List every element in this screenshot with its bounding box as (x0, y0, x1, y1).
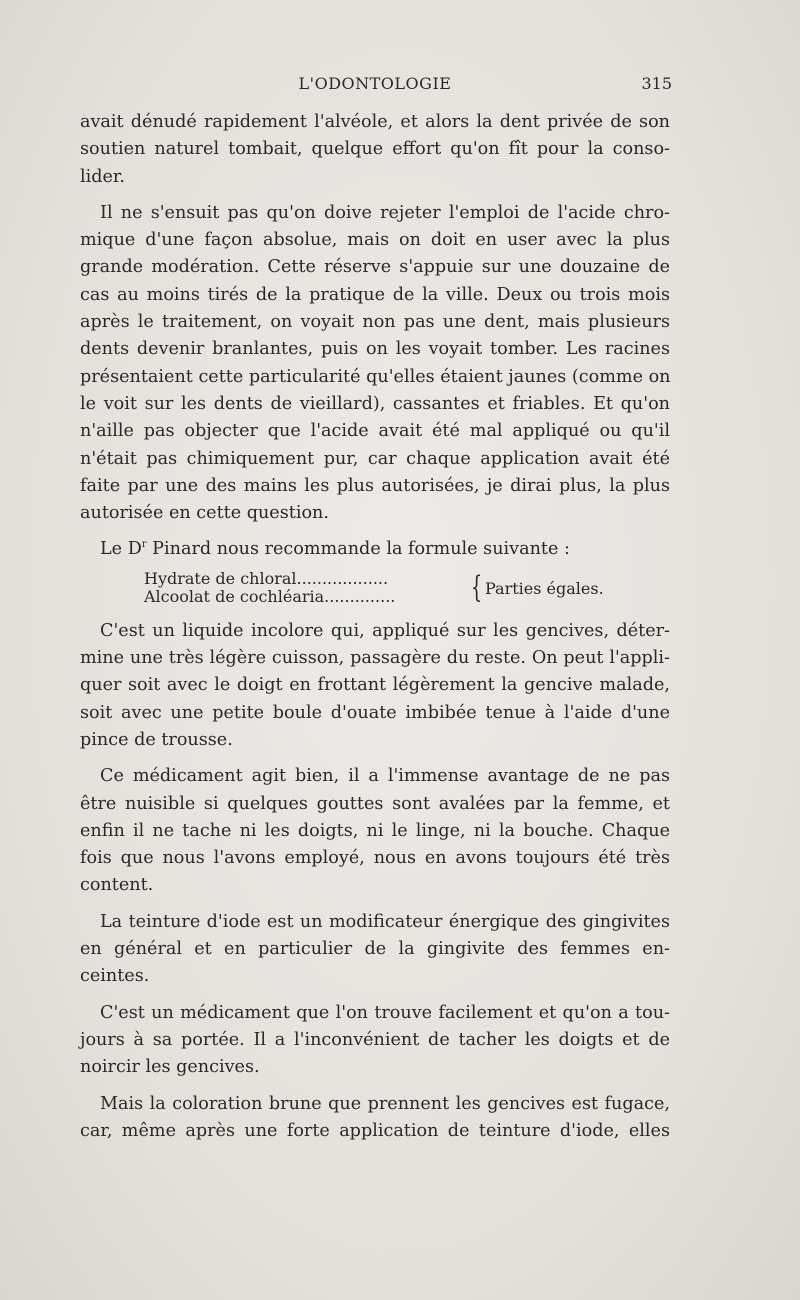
paragraph (80, 200, 670, 528)
paragraph (80, 1000, 670, 1082)
paragraph (80, 618, 670, 754)
text-line: C'est un liquide incolore qui, appliqué sur les gencives, déter- (100, 620, 670, 641)
text-line: cas au moins tirés de la pratique de la ville. Deux ou trois mois (80, 284, 670, 305)
text-line: Mais la coloration brune que prennent les gencives est fugace, (100, 1093, 670, 1114)
text-line: mique d'une façon absolue, mais on doit en user avec la plus (80, 230, 670, 251)
text-line: autorisée en cette question. (80, 503, 329, 524)
formula-ingredient: Alcoolat de cochléaria.............. (144, 586, 396, 606)
text-line: le voit sur les dents de vieillard), cassantes et friables. Et qu'on (80, 393, 670, 414)
paragraph (80, 109, 670, 191)
text-line: grande modération. Cette réserve s'appuie sur une douzaine de (80, 257, 670, 278)
text-line: soit avec une petite boule d'ouate imbibée tenue à l'aide d'une (80, 702, 670, 723)
text-line: quer soit avec le doigt en frottant légèrement la gencive malade, (80, 675, 670, 696)
text-line: mine une très légère cuisson, passagère du reste. On peut l'appli- (80, 648, 670, 669)
text-line: avait dénudé rapidement l'alvéole, et alors la dent privée de son (80, 112, 670, 132)
text-line: en général et en particulier de la gingivite des femmes en- (80, 939, 670, 960)
text-line: n'était pas chimiquement pur, car chaque application avait été (80, 448, 670, 469)
text-line: Il ne s'ensuit pas qu'on doive rejeter l'emploi de l'acide chro- (100, 202, 670, 223)
text-line: n'aille pas objecter que l'acide avait été mal appliqué ou qu'il (80, 421, 670, 442)
text-line: être nuisible si quelques gouttes sont avalées par la femme, et (80, 793, 670, 814)
text-line: lider. (80, 166, 125, 187)
text-line: enfin il ne tache ni les doigts, ni le linge, ni la bouche. Chaque (80, 820, 670, 841)
paragraph (80, 536, 670, 563)
running-title: L'ODONTOLOGIE (298, 74, 452, 93)
formula-intro: Le $D^r$ Pinard nous recommande la formule suivante : (100, 539, 570, 560)
text-line: La teinture d'iode est un modificateur énergique des gingivites (100, 911, 670, 932)
text-line: Ce médicament agit bien, il a l'immense avantage de ne pas (100, 766, 670, 787)
text-line: content. (80, 875, 154, 896)
text-line: dents devenir branlantes, puis on les voyait tomber. Les racines (80, 339, 670, 360)
formula-proportion: Parties égales. (485, 578, 604, 598)
text-line: noircir les gencives. (80, 1057, 260, 1078)
text-line: pince de trousse. (80, 729, 233, 750)
text-line: ceintes. (80, 966, 150, 987)
text-line: après le traitement, on voyait non pas une dent, mais plusieurs (80, 312, 670, 333)
text-line: faite par une des mains les plus autorisées, je dirai plus, la plus (80, 475, 670, 496)
text-line: soutien naturel tombait, quelque effort qu'on fît pour la conso- (80, 139, 670, 160)
page-number: 315 (641, 74, 672, 93)
text-line: fois que nous l'avons employé, nous en avons toujours été très (80, 848, 670, 869)
text-line: C'est un médicament que l'on trouve facilement et qu'on a tou- (100, 1002, 670, 1023)
text-line: présentaient cette particularité qu'elles étaient jaunes (comme on (80, 366, 671, 387)
formula-ingredient: Hydrate de chloral.................. (144, 568, 389, 588)
page-header (78, 74, 672, 98)
formula (80, 568, 670, 610)
paragraph (80, 1091, 670, 1146)
body-text (80, 109, 670, 1145)
paragraph (80, 909, 670, 991)
paragraph (80, 763, 670, 899)
text-line: jours à sa portée. Il a l'inconvénient de tacher les doigts et de (80, 1029, 670, 1050)
text-line: car, même après une forte application de teinture d'iode, elles (80, 1120, 670, 1141)
formula-brace: { (470, 569, 483, 605)
